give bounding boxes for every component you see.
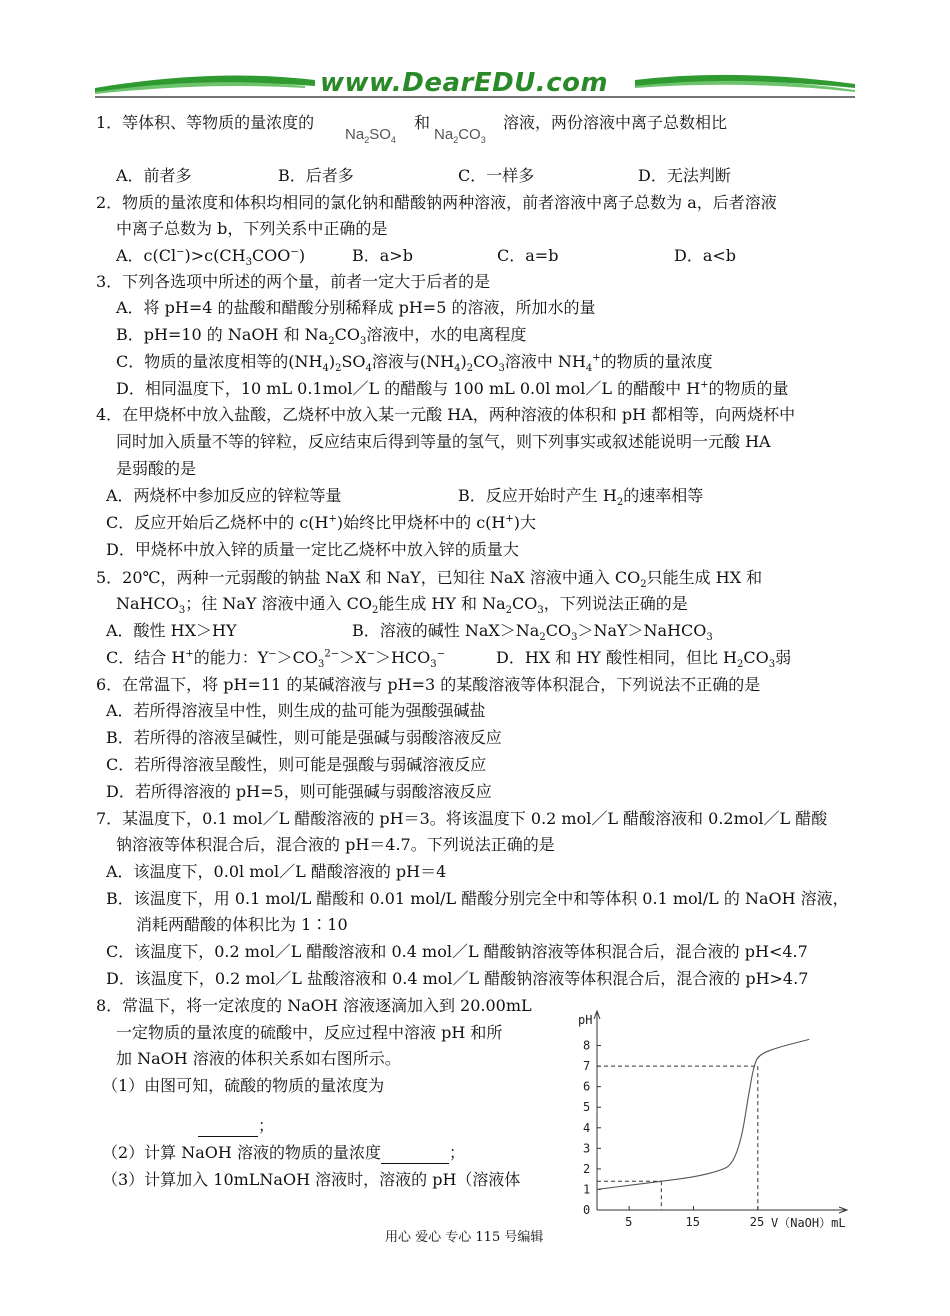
chart-x-ticks	[625, 1206, 764, 1229]
q2-option-b: B．a>b	[352, 246, 413, 265]
q4-line2: 同时加入质量不等的锌粒，反应结束后得到等量的氢气，则下列事实或叙述能说明一元酸 HA	[116, 432, 771, 451]
q6-option-d: D．若所得溶液的 pH=5，则可能强碱与弱酸溶液反应	[106, 782, 492, 801]
q2-option-a: A．$c(Cl^-)>c(CH_3COO^-)$	[116, 246, 306, 269]
q1-option-a: A．前者多	[116, 166, 192, 185]
q6-option-b: B．若所得的溶液呈碱性，则可能是强碱与弱酸溶液反应	[106, 728, 502, 747]
q7-option-d: D．该温度下，0.2 mol／L 盐酸溶液和 0.4 mol／L 醋酸钠溶液等体积混合后，混合液的 pH>4.7	[106, 969, 809, 988]
q7-option-b-cont: 消耗两醋酸的体积比为 1∶10	[136, 915, 348, 934]
q5-option-c: C．结合 H+的能力：$Y^->CO_3^{2-}>X^->HCO_3^-$	[106, 648, 446, 671]
y-tick-label: 3	[583, 1141, 591, 1156]
q2-line2: 中离子总数为 b，下列关系中正确的是	[116, 219, 388, 238]
q4-option-b: B．反应开始时产生 $H_2$的速率相等	[458, 486, 704, 509]
chart-xlabel: V（NaOH）mL	[771, 1216, 846, 1230]
q5-line2: NaHCO$_3$；往 NaY 溶液中通入 $CO_2$能生成 HY 和 $Na_2CO_3$，下列说法正确的是	[116, 594, 688, 617]
q2-option-c: C．a=b	[497, 246, 559, 265]
q8-line1: 8．常温下，将一定浓度的 NaOH 溶液逐滴加入到 20.00mL	[96, 996, 532, 1015]
q8-line3: 加 NaOH 溶液的体积关系如右图所示。	[116, 1049, 401, 1068]
q6-option-c: C．若所得溶液呈酸性，则可能是强酸与弱碱溶液反应	[106, 755, 487, 774]
q5-option-a: A．酸性 HX＞HY	[106, 621, 237, 640]
y-tick-label: 7	[583, 1059, 591, 1074]
chart-y-ticks	[583, 1039, 601, 1217]
y-tick-label: 6	[583, 1079, 591, 1094]
q8-part2: （2）计算 NaOH 溶液的物质的量浓度 ；	[102, 1143, 465, 1162]
q8-part1-answer[interactable]: ；	[198, 1116, 274, 1137]
q1-formula-na2co3: $Na_2CO_3$	[434, 126, 486, 145]
ph-curve	[597, 1039, 809, 1189]
q8-part3: （3）计算加入 10mLNaOH 溶液时，溶液的 pH（溶液体	[102, 1170, 521, 1189]
x-tick-label: 25	[749, 1215, 765, 1229]
q5-option-d: D．HX 和 HY 酸性相同，但比 $H_2CO_3$弱	[496, 648, 792, 671]
y-tick-label: 5	[583, 1100, 591, 1115]
y-tick-label: 1	[583, 1182, 591, 1197]
ph-titration-chart	[575, 1010, 860, 1240]
q5-option-b: B．溶液的碱性 $NaX>Na_2CO_3>NaY>NaHCO_3$	[352, 621, 713, 644]
q3-option-b: B．pH=10 的 NaOH 和 $Na_2CO_3$溶液中，水的电离程度	[116, 325, 527, 348]
y-tick-label: 0	[583, 1203, 591, 1217]
q8-part1: （1）由图可知，硫酸的物质的量浓度为	[102, 1076, 385, 1095]
q2-option-d: D．a<b	[674, 246, 737, 265]
q5-line1: 5．20℃，两种一元弱酸的钠盐 NaX 和 NaY，已知往 NaX 溶液中通入 $CO_2$只能生成 HX 和	[96, 568, 763, 591]
q3-option-c: C．物质的量浓度相等的$(NH_4)_2SO_4$溶液与$(NH_4)_2CO_3$溶液中 $NH_4^+$的物质的量浓度	[116, 352, 713, 375]
page-footer: 用心 爱心 专心 115 号编辑	[385, 1230, 544, 1245]
q7-option-b: B．该温度下，用 0.1 mol/L 醋酸和 0.01 mol/L 醋酸分别完全中和等体积 0.1 mol/L 的 NaOH 溶液，	[106, 889, 849, 908]
q4-line3: 是弱酸的是	[116, 459, 197, 478]
q7-option-c: C．该温度下，0.2 mol／L 醋酸溶液和 0.4 mol／L 醋酸钠溶液等体积混合后，混合液的 pH<4.7	[106, 942, 808, 961]
q1-and: 和	[414, 113, 431, 132]
q1-formula-na2so4: $Na_2SO_4$	[345, 126, 396, 145]
q4-option-c: C．反应开始后乙烧杯中的 c(H+)始终比甲烧杯中的 c(H+)大	[106, 513, 537, 532]
q4-option-a: A．两烧杯中参加反应的锌粒等量	[106, 486, 342, 505]
x-tick-label: 15	[685, 1215, 700, 1229]
y-tick-label: 2	[583, 1161, 591, 1176]
q7-option-a: A．该温度下，0.0l mol／L 醋酸溶液的 pH＝4	[106, 862, 447, 881]
chart-guides	[597, 1066, 758, 1210]
q2-line1: 2．物质的量浓度和体积均相同的氯化钠和醋酸钠两种溶液，前者溶液中离子总数为 a，后者溶液	[96, 193, 777, 212]
q7-line1: 7．某温度下，0.1 mol／L 醋酸溶液的 pH＝3。将该温度下 0.2 mol／L 醋酸溶液和 0.2mol／L 醋酸	[96, 809, 828, 828]
q1-option-b: B．后者多	[278, 166, 354, 185]
q6-option-a: A．若所得溶液呈中性，则生成的盐可能为强酸强碱盐	[106, 701, 486, 720]
q1-option-c: C．一样多	[458, 166, 535, 185]
q3-option-d: D．相同温度下，10 mL 0.1mol／L 的醋酸与 100 mL 0.0l mol／L 的醋酸中 H+的物质的量	[116, 379, 789, 398]
q6-stem: 6．在常温下，将 pH=11 的某碱溶液与 pH=3 的某酸溶液等体积混合，下列说法不正确的是	[96, 675, 761, 694]
chart-axes	[594, 1011, 847, 1213]
q1-stem: 1．等体积、等物质的量浓度的	[96, 113, 315, 132]
x-tick-label: 5	[625, 1215, 633, 1229]
q8-line2: 一定物质的量浓度的硫酸中，反应过程中溶液 pH 和所	[116, 1023, 503, 1042]
q7-line2: 钠溶液等体积混合后，混合液的 pH＝4.7。下列说法正确的是	[116, 835, 555, 854]
q8-part2-blank[interactable]	[381, 1143, 449, 1164]
q4-line1: 4．在甲烧杯中放入盐酸，乙烧杯中放入某一元酸 HA，两种溶液的体积和 pH 都相等，向两烧杯中	[96, 405, 796, 424]
q1-stem-end: 溶液，两份溶液中离子总数相比	[503, 113, 728, 132]
q4-option-d: D．甲烧杯中放入锌的质量一定比乙烧杯中放入锌的质量大	[106, 540, 519, 559]
q1-option-d: D．无法判断	[638, 166, 731, 185]
q3-stem: 3．下列各选项中所述的两个量，前者一定大于后者的是	[96, 272, 491, 291]
chart-ylabel: pH	[578, 1013, 593, 1027]
y-tick-label: 8	[583, 1038, 591, 1053]
y-tick-label: 4	[583, 1120, 591, 1135]
site-logo-text: www.DearEDU.com	[320, 68, 609, 98]
q3-option-a: A．将 pH=4 的盐酸和醋酸分别稀释成 pH=5 的溶液，所加水的量	[116, 298, 596, 317]
